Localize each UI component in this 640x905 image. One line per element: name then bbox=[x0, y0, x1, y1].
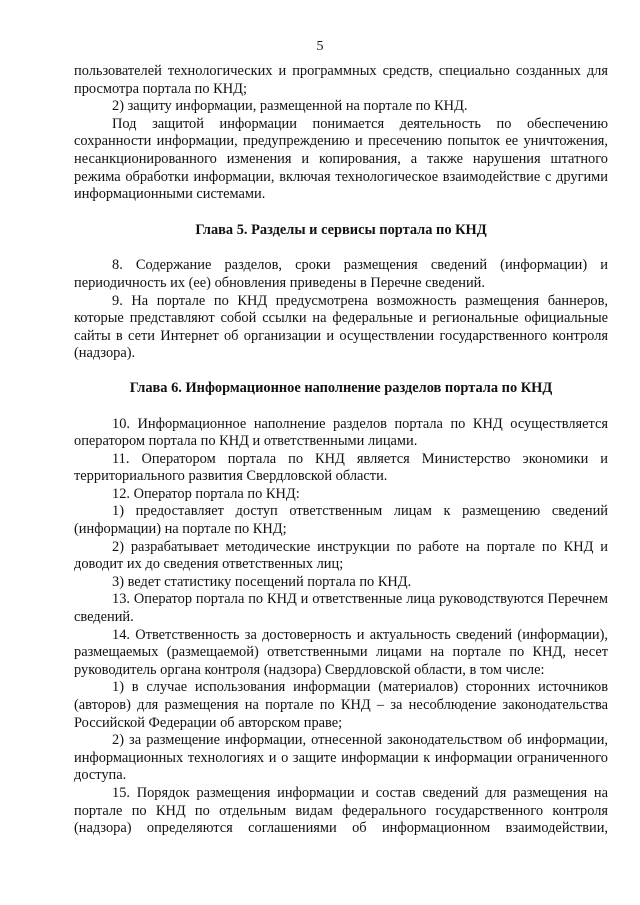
clause-14: 14. Ответственность за достоверность и актуальность сведений (информации), размещаемых (размещаемой) ответственными лицами на портале по КНД, несет руководитель органа контроля (надзора) Свердловской области, в том числе: bbox=[74, 626, 608, 678]
clause-9: 9. На портале по КНД предусмотрена возможность размещения баннеров, которые представляют собой ссылки на федеральные и региональные официальные сайты в сети Интернет об организации и осуществлении государственного контроля (надзора). bbox=[74, 292, 608, 362]
chapter-5-heading: Глава 5. Разделы и сервисы портала по КНД bbox=[195, 221, 487, 238]
chapter-6-heading: Глава 6. Информационное наполнение разделов портала по КНД bbox=[129, 379, 553, 396]
clause-12-item-2: 2) разрабатывает методические инструкции по работе на портале по КНД и доводит их до сведения ответственных лиц; bbox=[74, 538, 608, 573]
clause-14-item-2: 2) за размещение информации, отнесенной законодательством об информации, информационных технологиях и о защите информации к информации ограниченного доступа. bbox=[74, 732, 608, 784]
clause-12-item-3: 3) ведет статистику посещений портала по КНД. bbox=[112, 573, 412, 590]
paragraph-continuation: пользователей технологических и программных средств, специально созданных для просмотра портала по КНД; bbox=[74, 63, 608, 97]
document-body bbox=[74, 63, 608, 838]
clause-14-item-1: 1) в случае использования информации (материалов) сторонних источников (авторов) для размещения на портале по КНД – за несоблюдение законодательства Российской Федерации об авторском праве; bbox=[74, 679, 608, 731]
clause-8: 8. Содержание разделов, сроки размещения сведений (информации) и периодичность их (ее) обновления приведены в Перечне сведений. bbox=[74, 257, 608, 291]
clause-12-item-1: 1) предоставляет доступ ответственным лицам к размещению сведений (информации) на портале по КНД; bbox=[74, 503, 608, 538]
paragraph-protection-definition: Под защитой информации понимается деятельность по обеспечению сохранности информации, предупреждению и пресечению попыток ее уничтожения, несанкционированного изменения и копирования, а также нарушения штатного режима обработки информации, включая технологическое взаимодействие с другими информационными системами. bbox=[74, 115, 608, 203]
clause-15: 15. Порядок размещения информации и состав сведений для размещения на портале по КНД по отдельным видам федерального государственного контроля (надзора) определяются соглашениями об информационном взаимодействии, bbox=[74, 784, 608, 837]
clause-10: 10. Информационное наполнение разделов портала по КНД осуществляется оператором портала по КНД и ответственными лицами. bbox=[74, 415, 608, 450]
clause-11: 11. Оператором портала по КНД является Министерство экономики и территориального развития Свердловской области. bbox=[74, 450, 608, 485]
page-number: 5 bbox=[316, 39, 324, 54]
clause-12: 12. Оператор портала по КНД: bbox=[112, 485, 300, 502]
clause-13: 13. Оператор портала по КНД и ответственные лица руководствуются Перечнем сведений. bbox=[74, 591, 608, 626]
list-item-protection: 2) защиту информации, размещенной на портале по КНД. bbox=[112, 98, 468, 115]
